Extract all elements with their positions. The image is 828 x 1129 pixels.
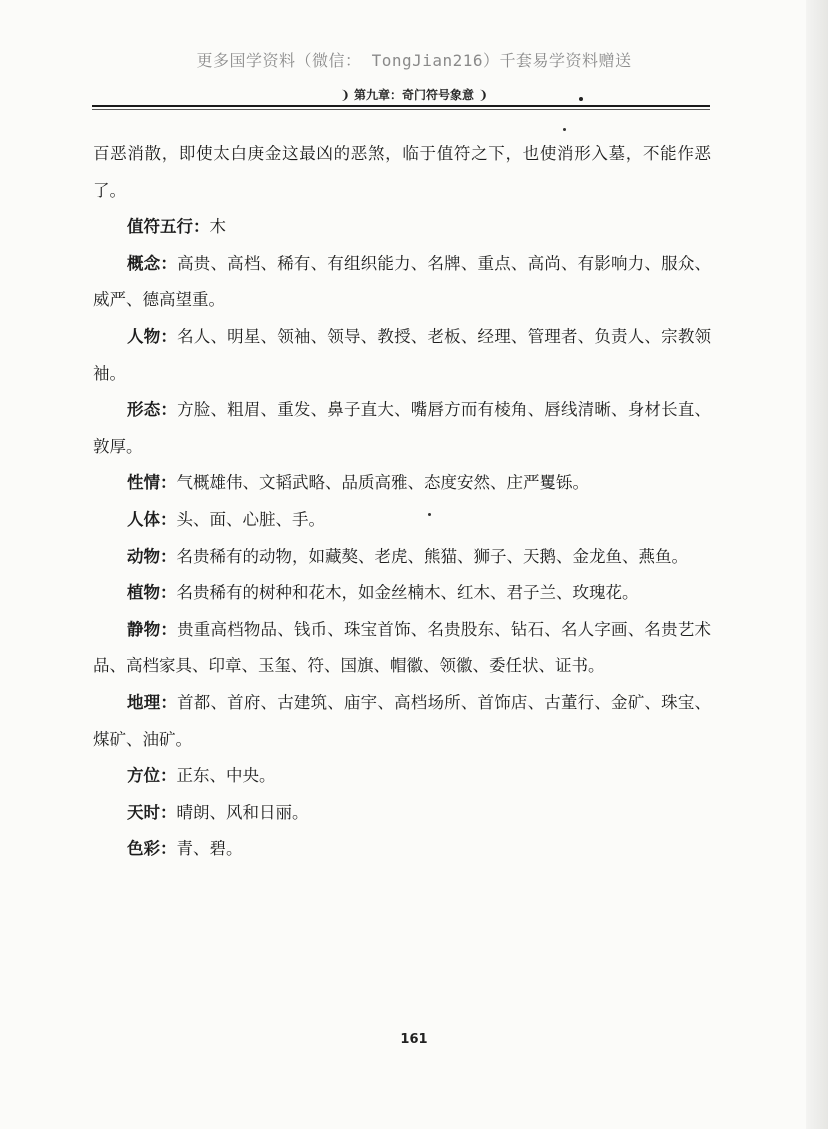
attribute-label: 色彩：	[127, 839, 177, 859]
attribute-value: 高贵、高档、稀有、有组织能力、名牌、重点、高尚、有影响力、服众、威严、德高望重。	[93, 253, 712, 310]
attribute-entry	[93, 758, 711, 795]
attribute-entry	[93, 246, 711, 319]
attribute-label: 地理：	[127, 692, 178, 712]
attribute-entry	[93, 795, 711, 832]
attribute-entry	[93, 209, 711, 246]
attribute-label: 人体：	[127, 509, 177, 529]
attribute-entry	[93, 465, 711, 502]
attribute-value: 方脸、粗眉、重发、鼻子直大、嘴唇方而有棱角、唇线清晰、身材长直、敦厚。	[93, 400, 712, 456]
attribute-value: 名贵稀有的动物，如藏獒、老虎、熊猫、狮子、天鹅、金龙鱼、燕鱼。	[176, 546, 688, 566]
attribute-label: 值符五行：	[127, 217, 210, 237]
attribute-list	[93, 209, 711, 868]
running-head	[0, 86, 828, 103]
attribute-label: 动物：	[127, 546, 177, 566]
chapter-title: 第九章：奇门符号象意	[353, 88, 474, 102]
attribute-label: 人物：	[127, 326, 178, 346]
attribute-entry	[93, 612, 711, 685]
attribute-label: 静物：	[127, 619, 178, 639]
attribute-entry	[93, 539, 711, 576]
page-number: 161	[400, 1032, 428, 1047]
running-head-ornament-right-icon: ❩	[478, 88, 489, 102]
attribute-entry	[93, 319, 711, 392]
attribute-value: 头、面、心脏、手。	[176, 509, 325, 529]
attribute-entry	[93, 502, 711, 539]
attribute-value: 木	[209, 217, 226, 237]
attribute-label: 植物：	[127, 583, 177, 603]
scan-speck	[563, 128, 566, 131]
attribute-value: 首都、首府、古建筑、庙宇、高档场所、首饰店、古董行、金矿、珠宝、煤矿、油矿。	[93, 692, 712, 749]
attribute-label: 方位：	[127, 766, 177, 786]
page-edge-shadow	[806, 0, 828, 1129]
running-head-ornament-left-icon: ❩	[339, 88, 350, 102]
attribute-value: 气概雄伟、文韬武略、品质高雅、态度安然、庄严矍铄。	[176, 473, 589, 493]
attribute-value: 晴朗、风和日丽。	[176, 802, 309, 822]
attribute-value: 名贵稀有的树种和花木，如金丝楠木、红木、君子兰、玫瑰花。	[176, 583, 639, 603]
attribute-label: 性情：	[127, 473, 177, 493]
attribute-entry	[93, 575, 711, 612]
watermark-text: 更多国学资料（微信： TongJian216）千套易学资料赠送	[196, 51, 632, 70]
header-rule-thin	[92, 109, 710, 110]
attribute-value: 正东、中央。	[176, 766, 276, 786]
attribute-value: 名人、明星、领袖、领导、教授、老板、经理、管理者、负责人、宗教领袖。	[93, 326, 712, 383]
attribute-entry	[93, 831, 711, 868]
attribute-entry	[93, 392, 711, 465]
intro-paragraph: 百恶消散，即使太白庚金这最凶的恶煞，临于值符之下，也使消形入墓，不能作恶了。	[93, 144, 711, 200]
attribute-entry	[93, 685, 711, 758]
header-rule-thick	[92, 105, 710, 107]
attribute-value: 贵重高档物品、钱币、珠宝首饰、名贵股东、钻石、名人字画、名贵艺术品、高档家具、印章、玉玺、符、国旗、帽徽、领徽、委任状、证书。	[93, 619, 712, 676]
attribute-value: 青、碧。	[176, 839, 243, 859]
attribute-label: 概念：	[127, 253, 178, 273]
page-body	[93, 136, 711, 868]
attribute-label: 形态：	[127, 400, 178, 420]
header-dot-mark	[579, 97, 583, 101]
attribute-label: 天时：	[127, 802, 177, 822]
